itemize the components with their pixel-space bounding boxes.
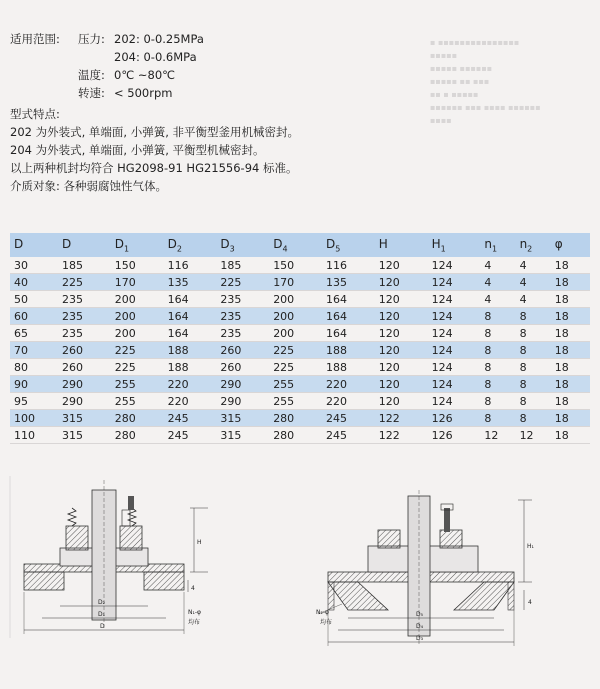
pressure-202: 202: 0-0.25MPa [114, 32, 204, 46]
table-cell: 255 [115, 393, 168, 410]
table-cell: 124 [432, 257, 485, 274]
table-row [10, 291, 590, 308]
table-cell: 124 [432, 342, 485, 359]
table-cell: 8 [520, 325, 555, 342]
table-cell: 135 [168, 274, 221, 291]
pressure-204: 204: 0-0.6MPa [114, 50, 197, 64]
table-cell: 124 [432, 376, 485, 393]
table-cell: 100 [10, 410, 62, 427]
table-row [10, 308, 590, 325]
temperature-value: 0℃ ~80℃ [114, 68, 176, 82]
table-cell: 8 [520, 410, 555, 427]
table-cell: 290 [62, 393, 115, 410]
table-cell: 124 [432, 274, 485, 291]
table-cell: 18 [555, 325, 590, 342]
table-cell: 170 [273, 274, 326, 291]
label-even: 均布 [188, 619, 201, 626]
label-d2: D₂ [98, 599, 106, 606]
table-cell: 150 [273, 257, 326, 274]
table-cell: 290 [220, 393, 273, 410]
column-header: $D_1$ [115, 233, 168, 257]
table-cell: 260 [220, 342, 273, 359]
table-cell: 164 [326, 291, 379, 308]
column-header: $n_2$ [520, 233, 555, 257]
table-cell: 315 [62, 410, 115, 427]
table-cell: 90 [10, 376, 62, 393]
table-cell: 188 [326, 342, 379, 359]
table-cell: 124 [432, 308, 485, 325]
drawing-204 [318, 490, 590, 650]
table-cell: 18 [555, 359, 590, 376]
label-d3: D₃ [416, 635, 424, 642]
table-cell: 4 [520, 274, 555, 291]
column-header: φ [555, 233, 590, 257]
table-cell: 18 [555, 393, 590, 410]
table-row [10, 359, 590, 376]
table-cell: 8 [520, 342, 555, 359]
feature-line: 介质对象: 各种弱腐蚀性气体。 [10, 179, 168, 193]
table-cell: 4 [484, 274, 519, 291]
table-cell: 8 [484, 308, 519, 325]
table-cell: 225 [273, 359, 326, 376]
table-cell: 12 [520, 427, 555, 444]
table-cell: 8 [484, 376, 519, 393]
table-row [10, 427, 590, 444]
table-cell: 235 [220, 291, 273, 308]
table-cell: 4 [484, 257, 519, 274]
label-d1: D₁ [98, 611, 106, 618]
table-cell: 280 [273, 410, 326, 427]
table-cell: 220 [168, 376, 221, 393]
table-cell: 120 [379, 308, 432, 325]
table-cell: 95 [10, 393, 62, 410]
column-header: D [10, 233, 62, 257]
table-cell: 4 [520, 257, 555, 274]
table-cell: 8 [520, 359, 555, 376]
table-cell: 164 [326, 325, 379, 342]
table-cell: 4 [484, 291, 519, 308]
pressure-label: 压力: [78, 32, 105, 46]
table-cell: 120 [379, 393, 432, 410]
table-cell: 126 [432, 427, 485, 444]
label-4: 4 [191, 585, 195, 592]
table-cell: 245 [326, 427, 379, 444]
table-cell: 80 [10, 359, 62, 376]
table-cell: 255 [115, 376, 168, 393]
table-cell: 30 [10, 257, 62, 274]
table-cell: 315 [220, 410, 273, 427]
table-cell: 245 [326, 410, 379, 427]
label-4: 4 [528, 599, 532, 606]
features-title: 型式特点: [10, 107, 60, 121]
table-cell: 245 [168, 427, 221, 444]
table-cell: 122 [379, 410, 432, 427]
table-cell: 245 [168, 410, 221, 427]
table-cell: 18 [555, 257, 590, 274]
table-cell: 225 [220, 274, 273, 291]
table-cell: 150 [115, 257, 168, 274]
table-cell: 200 [273, 325, 326, 342]
label-d: D [100, 623, 105, 630]
speed-label: 转速: [78, 86, 105, 100]
table-cell: 255 [273, 376, 326, 393]
table-cell: 164 [326, 308, 379, 325]
table-cell: 124 [432, 291, 485, 308]
table-cell: 235 [62, 325, 115, 342]
table-row [10, 342, 590, 359]
table-cell: 280 [115, 427, 168, 444]
table-cell: 4 [520, 291, 555, 308]
column-header: $D_2$ [168, 233, 221, 257]
table-cell: 290 [62, 376, 115, 393]
table-cell: 122 [379, 427, 432, 444]
column-header: H [379, 233, 432, 257]
table-cell: 8 [520, 393, 555, 410]
table-cell: 18 [555, 376, 590, 393]
ghost-text: ▪ ▪▪▪▪▪▪▪▪▪▪▪▪▪▪▪ ▪▪▪▪▪ ▪▪▪▪▪ ▪▪▪▪▪▪ ▪▪▪▪▪ ▪▪ ▪▪▪ ▪▪ ▪ ▪▪▪▪▪ ▪▪▪▪▪▪ ▪▪▪ ▪▪▪▪ ▪▪▪▪▪▪ ▪▪▪▪ [430, 38, 541, 125]
table-cell: 8 [484, 359, 519, 376]
table-cell: 225 [115, 359, 168, 376]
table-cell: 260 [62, 342, 115, 359]
table-cell: 315 [220, 427, 273, 444]
label-d5: D₅ [416, 611, 424, 618]
table-cell: 18 [555, 291, 590, 308]
temperature-label: 温度: [78, 68, 105, 82]
table-cell: 116 [168, 257, 221, 274]
table-cell: 235 [62, 308, 115, 325]
dimensions-table [10, 233, 590, 444]
table-cell: 120 [379, 257, 432, 274]
table-cell: 164 [168, 308, 221, 325]
table-cell: 188 [168, 359, 221, 376]
table-cell: 50 [10, 291, 62, 308]
table-header-row [10, 233, 590, 257]
table-cell: 164 [168, 291, 221, 308]
table-cell: 280 [273, 427, 326, 444]
table-cell: 18 [555, 308, 590, 325]
table-cell: 120 [379, 274, 432, 291]
table-cell: 220 [168, 393, 221, 410]
feature-line: 204 为外装式, 单端面, 小弹簧, 平衡型机械密封。 [10, 143, 265, 157]
label-h1: H₁ [527, 543, 534, 550]
table-cell: 120 [379, 376, 432, 393]
table-row [10, 325, 590, 342]
table-cell: 18 [555, 274, 590, 291]
table-cell: 18 [555, 427, 590, 444]
label-h: H [197, 539, 202, 546]
table-cell: 126 [432, 410, 485, 427]
table-cell: 235 [220, 308, 273, 325]
table-cell: 185 [62, 257, 115, 274]
label-holes: N₁-φ [188, 609, 202, 616]
label-even: 均布 [320, 619, 333, 626]
table-cell: 12 [484, 427, 519, 444]
spec-block [10, 30, 204, 102]
label-d4: D₄ [416, 623, 424, 630]
table-cell: 200 [115, 325, 168, 342]
drawing-202 [8, 468, 220, 643]
table-cell: 200 [273, 308, 326, 325]
table-cell: 65 [10, 325, 62, 342]
column-header: $H_1$ [432, 233, 485, 257]
feature-line: 以上两种机封均符合 HG2098-91 HG21556-94 标准。 [10, 161, 298, 175]
table-cell: 200 [273, 291, 326, 308]
table-row [10, 410, 590, 427]
column-header: $D_3$ [220, 233, 273, 257]
table-cell: 120 [379, 325, 432, 342]
table-cell: 70 [10, 342, 62, 359]
table-cell: 220 [326, 393, 379, 410]
table-cell: 315 [62, 427, 115, 444]
table-cell: 60 [10, 308, 62, 325]
table-cell: 164 [168, 325, 221, 342]
table-cell: 120 [379, 342, 432, 359]
table-cell: 200 [115, 291, 168, 308]
table-cell: 8 [484, 410, 519, 427]
table-cell: 200 [115, 308, 168, 325]
column-header: $D_5$ [326, 233, 379, 257]
label-holes: N₂-φ [316, 609, 330, 616]
table-cell: 8 [484, 342, 519, 359]
column-header: $D_4$ [273, 233, 326, 257]
table-cell: 188 [326, 359, 379, 376]
table-row [10, 257, 590, 274]
table-cell: 235 [62, 291, 115, 308]
feature-line: 202 为外装式, 单端面, 小弹簧, 非平衡型釜用机械密封。 [10, 125, 300, 139]
table-cell: 235 [220, 325, 273, 342]
table-cell: 290 [220, 376, 273, 393]
table-cell: 260 [220, 359, 273, 376]
table-cell: 124 [432, 359, 485, 376]
table-cell: 8 [484, 325, 519, 342]
features-block [10, 105, 299, 195]
table-row [10, 274, 590, 291]
table-cell: 280 [115, 410, 168, 427]
table-cell: 116 [326, 257, 379, 274]
table-cell: 40 [10, 274, 62, 291]
scope-label: 适用范围: [10, 32, 60, 46]
table-cell: 18 [555, 342, 590, 359]
table-cell: 135 [326, 274, 379, 291]
table-cell: 8 [520, 308, 555, 325]
speed-value: < 500rpm [114, 86, 173, 100]
table-cell: 110 [10, 427, 62, 444]
table-cell: 124 [432, 325, 485, 342]
column-header: $n_1$ [484, 233, 519, 257]
table-cell: 8 [484, 393, 519, 410]
table-cell: 220 [326, 376, 379, 393]
table-cell: 120 [379, 291, 432, 308]
table-cell: 225 [273, 342, 326, 359]
table-cell: 8 [520, 376, 555, 393]
table-body [10, 257, 590, 444]
table-cell: 225 [115, 342, 168, 359]
column-header: D [62, 233, 115, 257]
table-cell: 185 [220, 257, 273, 274]
table-cell: 260 [62, 359, 115, 376]
table-cell: 18 [555, 410, 590, 427]
table-cell: 124 [432, 393, 485, 410]
table-row [10, 376, 590, 393]
table-cell: 255 [273, 393, 326, 410]
table-cell: 170 [115, 274, 168, 291]
table-cell: 120 [379, 359, 432, 376]
table-cell: 188 [168, 342, 221, 359]
table-row [10, 393, 590, 410]
table-cell: 225 [62, 274, 115, 291]
